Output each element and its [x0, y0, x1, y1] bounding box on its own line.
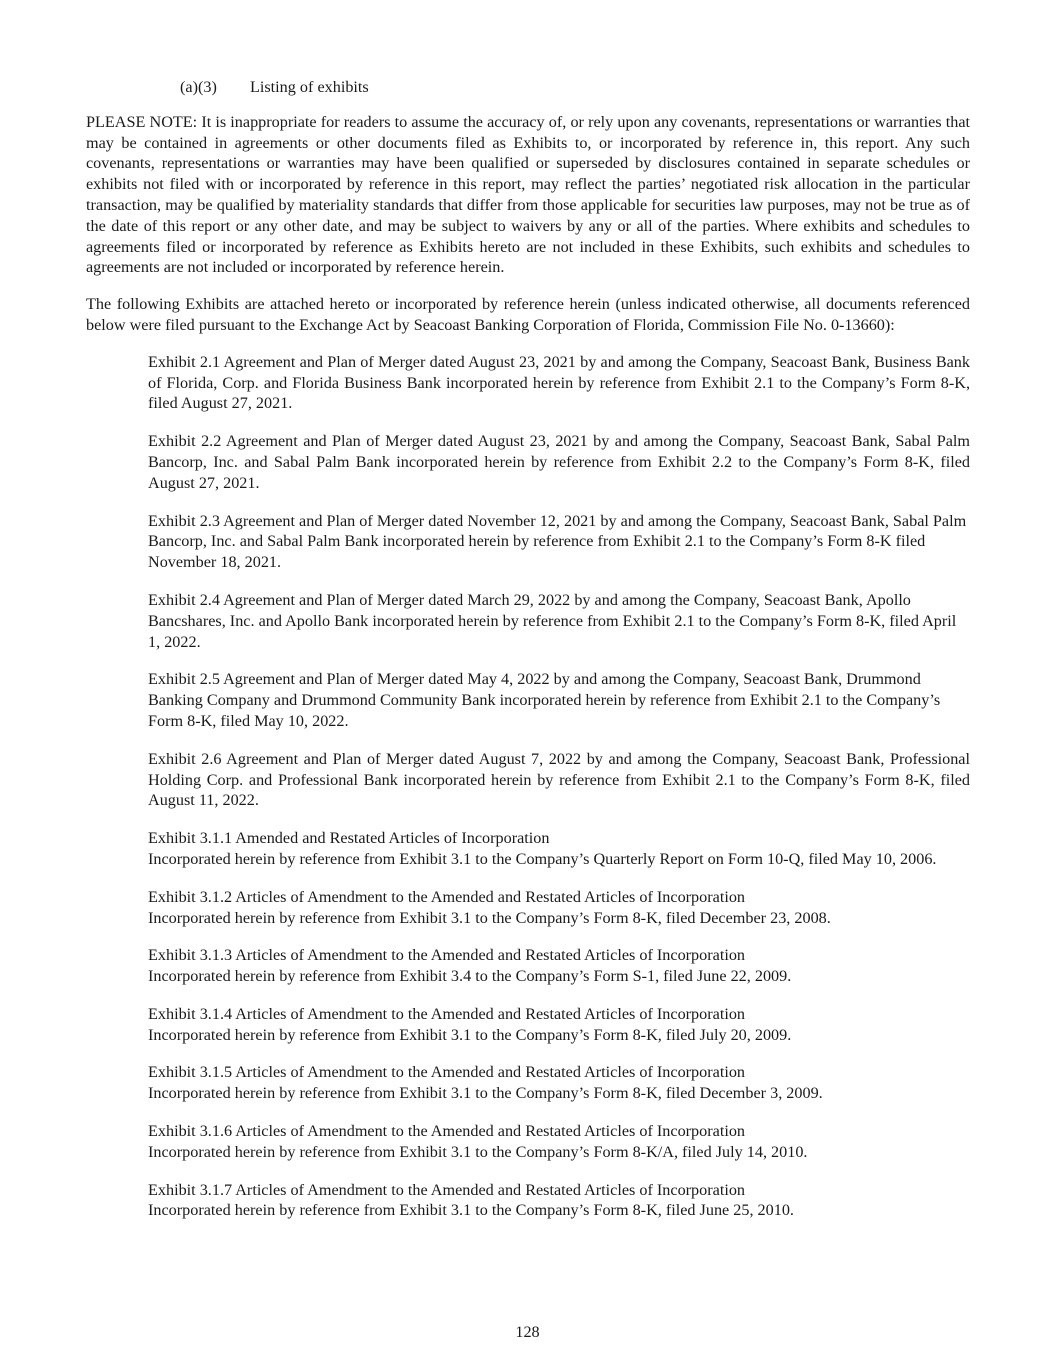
- intro-paragraph: The following Exhibits are attached hereto or incorporated by reference herein (unless indicated otherwise, all documents referenced below were filed pursuant to the Exchange Act by Seacoast Banking Corporation of Florida, Commission File No. 0-13660):: [86, 295, 970, 334]
- section-title: Listing of exhibits: [250, 78, 369, 96]
- exhibit-title: Exhibit 3.1.1 Amended and Restated Articles of Incorporation: [148, 829, 550, 848]
- exhibit-title: Exhibit 3.1.3 Articles of Amendment to the Amended and Restated Articles of Incorporation: [148, 946, 746, 965]
- exhibit-item: Exhibit 2.6 Agreement and Plan of Merger dated August 7, 2022 by and among the Company, Seacoast Bank, Professional Holding Corp. and Professional Bank incorporated herein by reference from Exhibit 2.1 to the Company’s Form 8-K, filed August 11, 2022.: [148, 749, 970, 810]
- exhibit-title: Exhibit 3.1.7 Articles of Amendment to the Amended and Restated Articles of Incorporation: [148, 1180, 746, 1199]
- exhibit-title: Exhibit 3.1.6 Articles of Amendment to the Amended and Restated Articles of Incorporation: [148, 1122, 746, 1141]
- exhibit-reference: Incorporated herein by reference from Exhibit 3.4 to the Company’s Form S-1, filed June 22, 2009.: [148, 967, 792, 986]
- exhibit-item: [148, 1004, 970, 1046]
- exhibit-list: [148, 352, 970, 1222]
- exhibit-reference: Incorporated herein by reference from Exhibit 3.1 to the Company’s Form 8-K, filed July 20, 2009.: [148, 1025, 792, 1044]
- exhibit-title: Exhibit 3.1.2 Articles of Amendment to the Amended and Restated Articles of Incorporation: [148, 887, 746, 906]
- exhibit-item: [148, 1180, 970, 1222]
- exhibit-item: Exhibit 2.2 Agreement and Plan of Merger dated August 23, 2021 by and among the Company, Seacoast Bank, Sabal Palm Bancorp, Inc. and Sabal Palm Bank incorporated herein by reference from Exhibit 2.2 to the Company’s Form 8-K, filed August 27, 2021.: [148, 432, 970, 492]
- exhibit-item: [148, 1062, 970, 1104]
- exhibit-item: Exhibit 2.1 Agreement and Plan of Merger dated August 23, 2021 by and among the Company, Seacoast Bank, Business Bank of Florida, Corp. and Florida Business Bank incorporated herein by reference from Exhibit 2.1 to the Company’s Form 8-K, filed August 27, 2021.: [148, 352, 970, 413]
- exhibit-reference: Incorporated herein by reference from Exhibit 3.1 to the Company’s Form 8-K, filed December 23, 2008.: [148, 908, 831, 927]
- exhibit-reference: Incorporated herein by reference from Exhibit 3.1 to the Company’s Form 8-K/A, filed July 14, 2010.: [148, 1142, 808, 1161]
- exhibit-item: Exhibit 2.4 Agreement and Plan of Merger dated March 29, 2022 by and among the Company, Seacoast Bank, Apollo Bancshares, Inc. and Apollo Bank incorporated herein by reference from Exhibit 2.1 to the Company’s Form 8-K, filed April 1, 2022.: [148, 590, 957, 651]
- exhibit-item: [148, 887, 970, 929]
- exhibit-title: Exhibit 3.1.4 Articles of Amendment to the Amended and Restated Articles of Incorporation: [148, 1004, 746, 1023]
- document-page: [86, 77, 970, 1238]
- exhibit-item: Exhibit 2.5 Agreement and Plan of Merger dated May 4, 2022 by and among the Company, Seacoast Bank, Drummond Banking Company and Drummond Community Bank incorporated herein by reference from Exhibit 2.1 to the Company’s Form 8-K, filed May 10, 2022.: [148, 670, 941, 730]
- exhibit-item: [148, 828, 970, 870]
- exhibit-item: [148, 945, 970, 987]
- notice-paragraph: PLEASE NOTE: It is inappropriate for readers to assume the accuracy of, or rely upon any covenants, representations or warranties that may be contained in agreements or other documents filed as Exhibits to, or incorporated by reference in, this report. Any such covenants, representations or warranties may have been qualified or superseded by disclosures contained in separate schedules or exhibits not filed with or incorporated by reference in this report, may reflect the parties’ negotiated risk allocation in the particular transaction, may be qualified by materiality standards that differ from those applicable for securities law purposes, may not be true as of the date of this report or any other date, and may be subject to waivers by any or all of the parties. Where exhibits and schedules to agreements filed or incorporated by reference as Exhibits hereto are not included in these Exhibits, such exhibits and schedules to agreements are not included or incorporated by reference herein.: [86, 112, 970, 277]
- exhibit-reference: Incorporated herein by reference from Exhibit 3.1 to the Company’s Form 8-K, filed December 3, 2009.: [148, 1084, 823, 1103]
- exhibit-item: Exhibit 2.3 Agreement and Plan of Merger dated November 12, 2021 by and among the Company, Seacoast Bank, Sabal Palm Bancorp, Inc. and Sabal Palm Bank incorporated herein by reference from Exhibit 2.1 to the Company’s Form 8-K filed November 18, 2021.: [148, 511, 967, 572]
- exhibit-reference: Incorporated herein by reference from Exhibit 3.1 to the Company’s Quarterly Report on Form 10-Q, filed May 10, 2006.: [148, 849, 937, 868]
- exhibit-item: [148, 1121, 970, 1163]
- section-number: (a)(3): [180, 78, 217, 96]
- exhibit-reference: Incorporated herein by reference from Exhibit 3.1 to the Company’s Form 8-K, filed June 25, 2010.: [148, 1201, 794, 1220]
- exhibit-title: Exhibit 3.1.5 Articles of Amendment to the Amended and Restated Articles of Incorporation: [148, 1063, 746, 1082]
- section-heading: [180, 77, 970, 98]
- page-number: 128: [515, 1323, 540, 1341]
